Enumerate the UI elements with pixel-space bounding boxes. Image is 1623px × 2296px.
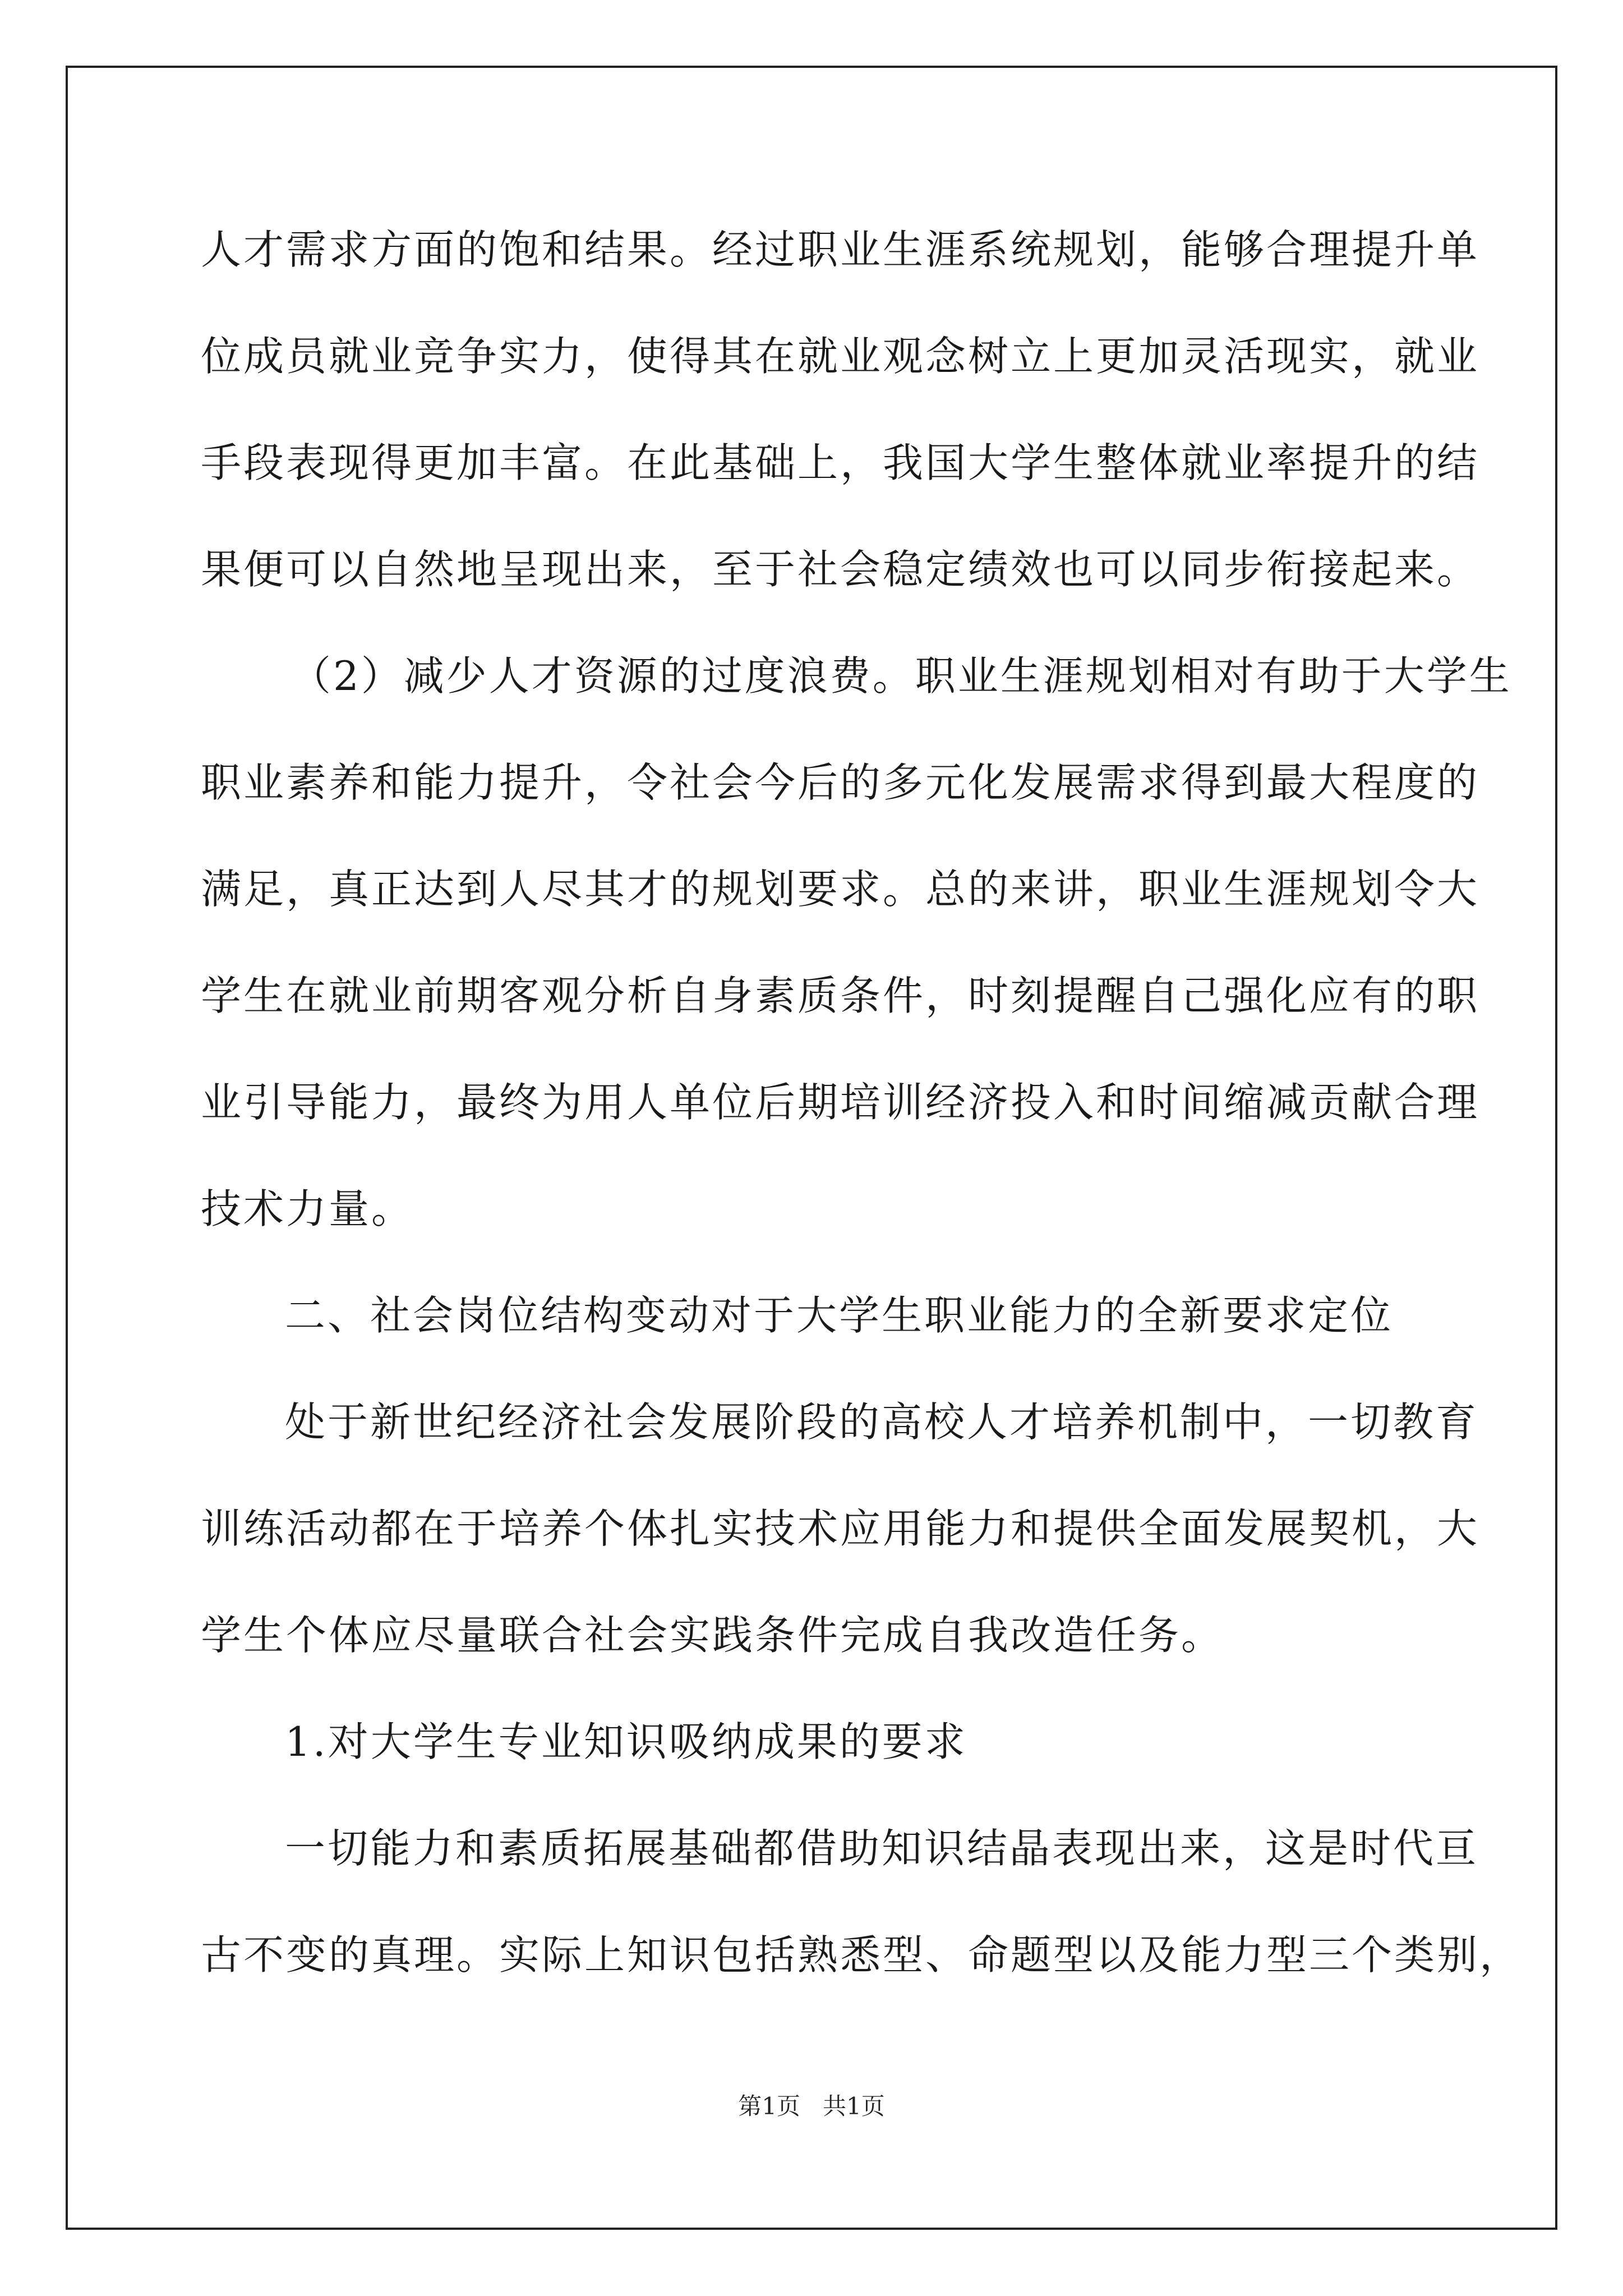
page-footer xyxy=(0,2090,1623,2123)
text-line: 业引导能力，最终为用人单位后期培训经济投入和时间缩减贡献合理 xyxy=(201,1079,1480,1126)
text-line: 古不变的真理。实际上知识包括熟悉型、命题型以及能力型三个类别， xyxy=(201,1931,1523,1978)
page-current: 第1页 xyxy=(738,2092,800,2120)
page-border xyxy=(66,66,1557,2230)
text-line: 满足，真正达到人尽其才的规划要求。总的来讲，职业生涯规划令大 xyxy=(201,866,1480,913)
subheading-line: （2）减少人才资源的过度浪费。职业生涯规划相对有助于大学生 xyxy=(291,652,1512,700)
text-line: 位成员就业竞争实力，使得其在就业观念树立上更加灵活现实，就业 xyxy=(201,333,1480,380)
page-total: 共1页 xyxy=(823,2092,885,2120)
text-line: 处于新世纪经济社会发展阶段的高校人才培养机制中，一切教育 xyxy=(285,1398,1479,1446)
text-line: 学生在就业前期客观分析自身素质条件，时刻提醒自己强化应有的职 xyxy=(201,972,1480,1019)
text-line: 一切能力和素质拓展基础都借助知识结晶表现出来，这是时代亘 xyxy=(285,1825,1479,1872)
text-line: 手段表现得更加丰富。在此基础上，我国大学生整体就业率提升的结 xyxy=(201,439,1480,486)
text-line: 学生个体应尽量联合社会实践条件完成自我改造任务。 xyxy=(201,1612,1224,1659)
text-line: 训练活动都在于培养个体扎实技术应用能力和提供全面发展契机，大 xyxy=(201,1505,1480,1552)
section-heading: 二、社会岗位结构变动对于大学生职业能力的全新要求定位 xyxy=(285,1292,1394,1339)
text-line: 职业素养和能力提升，令社会今后的多元化发展需求得到最大程度的 xyxy=(201,759,1480,806)
text-line: 果便可以自然地呈现出来，至于社会稳定绩效也可以同步衔接起来。 xyxy=(201,546,1480,593)
text-line: 技术力量。 xyxy=(201,1185,414,1232)
text-line: 人才需求方面的饱和结果。经过职业生涯系统规划，能够合理提升单 xyxy=(201,226,1480,273)
subheading-line: 1.对大学生专业知识吸纳成果的要求 xyxy=(285,1718,967,1765)
